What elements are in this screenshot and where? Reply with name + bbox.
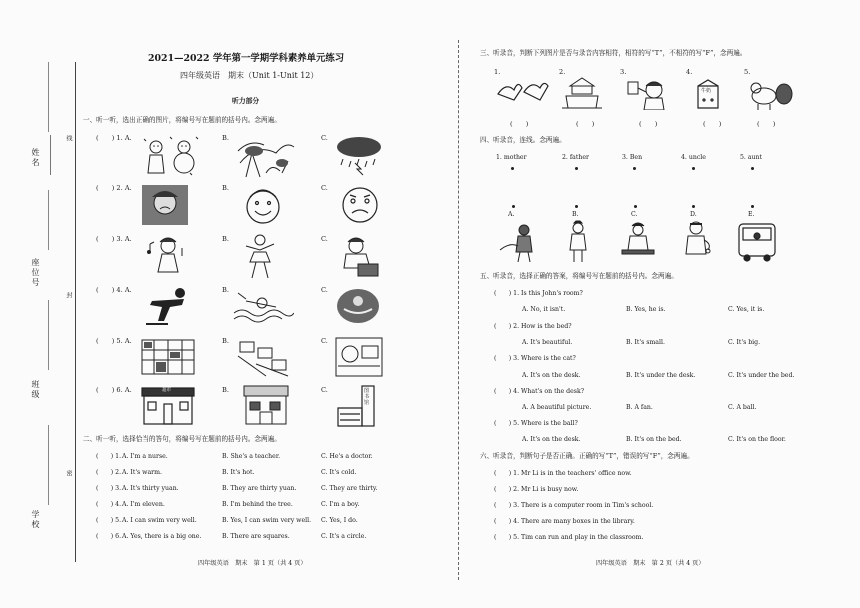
part5-heading: 五、听录音，选择正确的答案，将编号写在题前的括号内。念两遍。: [480, 272, 678, 280]
p1-row1-b: B.: [222, 134, 229, 142]
p5-q1-c: C. Yes, it is.: [728, 306, 765, 313]
p2-row2-a: A. It's warm.: [122, 469, 162, 476]
p1-row2-b: B.: [222, 184, 229, 192]
p5-q1-b: B. Yes, he is.: [626, 306, 666, 313]
p4-word-2: 2. father: [562, 154, 589, 161]
p5-q5-b: B. It's on the bed.: [626, 436, 682, 443]
p5-q2-c: C. It's big.: [728, 339, 761, 346]
part6-heading: 六、听录音，判断句子是否正确。正确的写“T”，错误的写“F”，念两遍。: [480, 452, 694, 460]
p5-q4-b: B. A fan.: [626, 404, 653, 411]
doctor-picture: [680, 220, 714, 262]
p5-q2-b: B. It's small.: [626, 339, 665, 346]
p4-letter-a: A.: [508, 211, 515, 218]
footer-left: 四年级英语 期末 第 1 页（共 4 页）: [198, 560, 307, 567]
p5-q5-a: A. It's on the desk.: [522, 436, 581, 443]
p6-item-3: ( ) 3. There is a computer room in Tim's school.: [494, 502, 654, 509]
footer-right: 四年级英语 期末 第 2 页（共 4 页）: [596, 560, 705, 567]
p2-row2-b: B. It's hot.: [222, 469, 255, 476]
name-label: 姓名: [31, 148, 40, 168]
milk-box-picture: [694, 78, 722, 110]
computer-room-picture: [236, 336, 290, 378]
singing-girl-picture: [146, 234, 188, 278]
p5-q3-b: B. It's under the desk.: [626, 372, 696, 379]
bus-driver-picture: [737, 220, 777, 262]
p2-row1-a: A. I'm a nurse.: [122, 453, 168, 460]
p4-letter-e: E.: [748, 211, 755, 218]
p3-blank-1[interactable]: ( ): [510, 120, 529, 128]
field-line-4: [48, 425, 49, 505]
field-line-2: [48, 190, 49, 250]
p5-q5: ( ) 5. Where is the ball?: [494, 420, 578, 427]
p4-letter-c: C.: [631, 211, 638, 218]
p3-num-1: 1.: [494, 68, 501, 76]
p3-num-2: 2.: [559, 68, 566, 76]
p4-letter-b: B.: [572, 211, 579, 218]
p3-blank-2[interactable]: ( ): [576, 120, 595, 128]
p2-row4-b: B. I'm behind the tree.: [222, 501, 293, 508]
p5-q1: ( ) 1. Is this John's room?: [494, 290, 583, 297]
p3-blank-4[interactable]: ( ): [703, 120, 722, 128]
p1-row6-b: B.: [222, 386, 229, 394]
p2-row2-c: C. It's cold.: [321, 469, 357, 476]
seal-label-2: 封: [65, 292, 72, 300]
p5-q3: ( ) 3. Where is the cat?: [494, 355, 576, 362]
nurse-picture: [566, 220, 590, 262]
p4-pic-dot-1[interactable]: [512, 205, 515, 208]
p5-q4-a: A. A beautiful picture.: [522, 404, 592, 411]
p5-q4-c: C. A ball.: [728, 404, 757, 411]
p5-q5-c: C. It's on the floor.: [728, 436, 786, 443]
p5-q4: ( ) 4. What's on the desk?: [494, 388, 585, 395]
animals-picture: [748, 78, 796, 110]
p5-q3-c: C. It's under the bed.: [728, 372, 795, 379]
p6-item-5: ( ) 5. Tim can run and play in the classroom.: [494, 534, 644, 541]
p5-q1-a: A. No, it isn't.: [522, 306, 566, 313]
windy-tree-picture: [236, 133, 296, 179]
p5-q2: ( ) 2. How is the bed?: [494, 323, 572, 330]
p2-row5-a: A. I can swim very well.: [122, 517, 197, 524]
p4-word-5: 5. aunt: [740, 154, 763, 161]
skating-picture: [140, 287, 200, 327]
p3-blank-3[interactable]: ( ): [639, 120, 658, 128]
p4-word-4: 4. uncle: [681, 154, 706, 161]
p2-row5-c: C. Yes, I do.: [321, 517, 358, 524]
p1-row6-c: C.: [321, 386, 328, 394]
sad-face-picture: [338, 183, 382, 227]
part1-heading: 一、听一听，选出正确的图片，将编号写在题前的括号内。念两遍。: [83, 116, 281, 124]
p4-word-dot-1[interactable]: [511, 167, 514, 170]
office-worker-picture: [620, 222, 656, 262]
section-title: 听力部分: [232, 97, 260, 105]
center-fold: [458, 40, 459, 580]
p4-pic-dot-5[interactable]: [751, 205, 754, 208]
p4-word-3: 3. Ben: [622, 154, 643, 161]
p5-q2-a: A. It's beautiful.: [522, 339, 573, 346]
p1-row3-num: ( ) 3. A.: [96, 235, 132, 243]
library-building-picture: [336, 384, 386, 428]
seat-label: 座位号: [31, 258, 40, 288]
classroom-picture: [334, 336, 384, 378]
p3-num-5: 5.: [744, 68, 751, 76]
binding-line: [75, 62, 76, 562]
swimming-picture: [232, 287, 294, 327]
p4-word-dot-4[interactable]: [692, 167, 695, 170]
p2-row6-a: A. Yes, there is a big one.: [122, 533, 202, 540]
part2-heading: 二、听一听，选择恰当的答句，将编号写在题前的括号内。念两遍。: [83, 435, 281, 443]
p2-row6-b: B. There are squares.: [222, 533, 290, 540]
p4-word-dot-3[interactable]: [633, 167, 636, 170]
p2-row4-a: A. I'm eleven.: [122, 501, 165, 508]
library-room-picture: [140, 336, 196, 378]
dancing-girl-picture: [242, 232, 278, 280]
p4-pic-dot-4[interactable]: [692, 205, 695, 208]
stormy-cloud-picture: [333, 133, 385, 177]
p6-item-2: ( ) 2. Mr Li is busy now.: [494, 486, 579, 493]
p2-row5-num: ( ) 5.: [96, 517, 122, 524]
birds-picture: [496, 78, 550, 108]
class-label: 班级: [31, 380, 40, 400]
page-title: 2021—2022 学年第一学期学科素养单元练习: [148, 53, 345, 64]
p2-row6-c: C. It's a circle.: [321, 533, 367, 540]
p1-row5-b: B.: [222, 337, 229, 345]
p1-row2-c: C.: [321, 184, 328, 192]
p1-row5-num: ( ) 5. A.: [96, 337, 132, 345]
p2-row1-b: B. She's a teacher.: [222, 453, 281, 460]
p1-row3-c: C.: [321, 235, 328, 243]
p2-row3-a: A. It's thirty yuan.: [122, 485, 179, 492]
p1-row2-num: ( ) 2. A.: [96, 184, 132, 192]
boat-picture: [336, 287, 380, 325]
p1-row5-c: C.: [321, 337, 328, 345]
p4-word-1: 1. mother: [496, 154, 527, 161]
p2-row6-num: ( ) 6.: [96, 533, 122, 540]
p1-row1-num: ( ) 1. A.: [96, 134, 132, 142]
p1-row6-num: ( ) 6. A.: [96, 386, 132, 394]
p2-row3-num: ( ) 3.: [96, 485, 122, 492]
temple-picture: [560, 76, 604, 110]
school-label: 学校: [31, 510, 40, 530]
p4-word-dot-5[interactable]: [751, 167, 754, 170]
boy-drinking-picture: [624, 78, 672, 110]
part4-heading: 四、听录音，连线。念两遍。: [480, 136, 566, 144]
snowman-kids-picture: [140, 133, 202, 177]
p4-letter-d: D.: [690, 211, 697, 218]
p4-pic-dot-2[interactable]: [575, 205, 578, 208]
smiling-boy-picture: [240, 183, 286, 227]
p6-item-1: ( ) 1. Mr Li is in the teachers' office now.: [494, 470, 632, 477]
crying-girl-picture: [142, 185, 188, 225]
firefighter-picture: [496, 222, 540, 262]
field-line-3: [48, 300, 49, 370]
p3-num-4: 4.: [686, 68, 693, 76]
p3-num-3: 3.: [620, 68, 627, 76]
p5-q3-a: A. It's on the desk.: [522, 372, 581, 379]
p1-row3-b: B.: [222, 235, 229, 243]
p6-item-4: ( ) 4. There are many boxes in the library.: [494, 518, 635, 525]
p4-word-dot-2[interactable]: [575, 167, 578, 170]
p4-pic-dot-3[interactable]: [634, 205, 637, 208]
p2-row4-c: C. I'm a boy.: [321, 501, 360, 508]
library-sign: 图书馆: [364, 388, 370, 406]
seal-label-3: 密: [65, 470, 72, 478]
p2-row3-b: B. They are thirty yuan.: [222, 485, 297, 492]
supermarket-sign: 超市: [162, 388, 171, 393]
seal-label-1: 线: [65, 135, 72, 143]
name-field-line: [50, 135, 51, 175]
p2-row3-c: C. They are thirty.: [321, 485, 378, 492]
field-line-1: [48, 62, 49, 132]
p1-row4-c: C.: [321, 286, 328, 294]
p2-row1-num: ( ) 1.: [96, 453, 122, 460]
part3-heading: 三、听录音，判断下列图片是否与录音内容相符，相符的写“T”，不相符的写“F”，念两遍。: [480, 49, 747, 57]
p2-row2-num: ( ) 2.: [96, 469, 122, 476]
p1-row4-b: B.: [222, 286, 229, 294]
milk-box-label: 牛奶: [701, 88, 712, 94]
supermarket-picture: [140, 386, 196, 426]
p3-blank-5[interactable]: ( ): [757, 120, 776, 128]
p2-row4-num: ( ) 4.: [96, 501, 122, 508]
drawing-girl-picture: [336, 234, 380, 278]
p1-row4-num: ( ) 4. A.: [96, 286, 132, 294]
store-building-picture: [240, 384, 292, 426]
p2-row1-c: C. He's a doctor.: [321, 453, 373, 460]
p2-row5-b: B. Yes, I can swim very well.: [222, 517, 312, 524]
p1-row1-c: C.: [321, 134, 328, 142]
page-subtitle: 四年级英语 期末（Unit 1-Unit 12）: [180, 71, 319, 80]
